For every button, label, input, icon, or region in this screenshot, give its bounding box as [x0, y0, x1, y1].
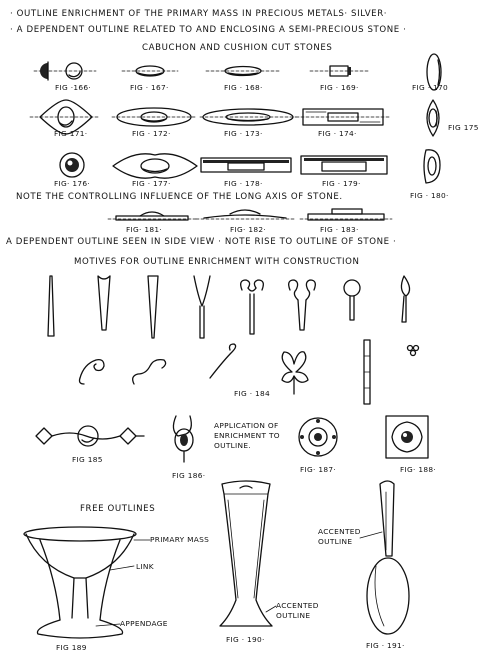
fig-184-scroll-1 — [80, 360, 105, 384]
fig-170-label: FIG · 170 — [412, 83, 449, 92]
fig-184-trefoil — [282, 352, 308, 394]
fig-185-drawing — [36, 426, 144, 446]
appendage-label: APPENDAGE — [120, 619, 168, 628]
fig-178-drawing — [201, 158, 291, 172]
fig-171-label: FIG 171· — [54, 129, 88, 138]
long-axis-note: NOTE THE CONTROLLING INFLUENCE OF THE LONG AXIS OF STONE. — [16, 192, 343, 202]
vase-accent-line-1: ACCENTED — [276, 601, 319, 610]
motive-fork — [194, 276, 210, 338]
fig-169-label: FIG · 169· — [320, 83, 359, 92]
fig-168-drawing — [206, 67, 280, 76]
side-view-heading: A DEPENDENT OUTLINE SEEN IN SIDE VIEW · NOTE RISE TO OUTLINE OF STONE · — [6, 237, 397, 247]
fig-166-label: FIG ·166· — [55, 83, 92, 92]
fig-174-drawing — [296, 109, 390, 125]
fig-175-drawing — [427, 100, 439, 136]
fig-178-label: FIG · 178· — [224, 179, 263, 188]
fig-181-drawing — [108, 212, 196, 220]
header-line-1: · OUTLINE ENRICHMENT OF THE PRIMARY MASS IN PRECIOUS METALS· SILVER· — [10, 9, 388, 19]
fig-191-drawing — [360, 481, 409, 634]
vase-accent-line-2: OUTLINE — [276, 611, 311, 620]
fig-184-chain — [364, 340, 370, 404]
fig-188-label: FIG· 188· — [400, 465, 437, 474]
fig-180-drawing — [424, 150, 440, 183]
motive-strip-3 — [148, 276, 158, 338]
fig-184-label: FIG · 184 — [234, 389, 271, 398]
fig-177-label: FIG · 177· — [132, 179, 171, 188]
fig-169-drawing — [310, 66, 370, 76]
fig-187-drawing — [299, 418, 337, 456]
primary-mass-label: PRIMARY MASS — [150, 535, 210, 544]
fig-179-label: FIG · 179· — [322, 179, 361, 188]
fig-182-label: FIG· 182· — [230, 225, 267, 234]
fig-182-drawing — [196, 210, 296, 219]
fig-166-drawing — [34, 62, 96, 80]
motive-curl-pair — [241, 280, 264, 334]
fig-185-label: FIG 185 — [72, 455, 103, 464]
fig-184-hook — [210, 344, 236, 378]
fig-172-drawing — [112, 108, 196, 126]
fig-168-label: FIG · 168· — [224, 83, 263, 92]
fig-188-drawing — [386, 416, 428, 458]
application-note-line-2: ENRICHMENT TO — [214, 431, 280, 440]
application-note-line-3: OUTLINE. — [214, 441, 251, 450]
fig-176-label: FIG· 176· — [54, 179, 91, 188]
fig-180-label: FIG · 180· — [410, 191, 449, 200]
fig-176-drawing — [60, 153, 84, 177]
fig-187-label: FIG· 187· — [300, 465, 337, 474]
fig-184-dots — [408, 346, 419, 356]
motives-heading: MOTIVES FOR OUTLINE ENRICHMENT WITH CONSTRUCTION — [74, 257, 360, 267]
spoon-accent-line-1: ACCENTED — [318, 527, 361, 536]
fig-177-drawing — [113, 154, 197, 178]
motive-spoon-head — [344, 280, 360, 320]
spoon-accent-line-2: OUTLINE — [318, 537, 353, 546]
fig-179-drawing — [301, 156, 387, 174]
motive-scroll-pair — [289, 280, 316, 330]
link-label: LINK — [136, 562, 154, 571]
fig-167-label: FIG · 167· — [130, 83, 169, 92]
fig-181-label: FIG· 181· — [126, 225, 163, 234]
fig-167-drawing — [122, 66, 178, 76]
cabochon-heading: CABUCHON AND CUSHION CUT STONES — [142, 43, 333, 53]
fig-183-label: FIG · 183· — [320, 225, 359, 234]
fig-175-label: FIG 175 — [448, 123, 479, 132]
fig-190-drawing — [220, 481, 276, 626]
fig-186-label: FIG 186· — [172, 471, 206, 480]
fig-191-label: FIG · 191· — [366, 641, 405, 650]
header-line-2: · A DEPENDENT OUTLINE RELATED TO AND ENCLOSING A SEMI-PRECIOUS STONE · — [10, 25, 407, 35]
motive-leaf-tip — [401, 276, 409, 322]
fig-173-drawing — [200, 109, 296, 125]
fig-173-label: FIG · 173· — [224, 129, 263, 138]
fig-190-label: FIG · 190· — [226, 635, 265, 644]
fig-172-label: FIG · 172· — [132, 129, 171, 138]
fig-183-drawing — [300, 209, 392, 220]
fig-174-label: FIG · 174· — [318, 129, 357, 138]
fig-186-drawing — [173, 416, 193, 462]
application-note-line-1: APPLICATION OF — [214, 421, 279, 430]
motive-strip-1 — [48, 276, 54, 336]
motive-strip-2 — [98, 276, 110, 330]
fig-184-s-scroll — [133, 360, 166, 384]
fig-189-label: FIG 189 — [56, 643, 87, 652]
free-outlines-heading: FREE OUTLINES — [80, 504, 156, 514]
